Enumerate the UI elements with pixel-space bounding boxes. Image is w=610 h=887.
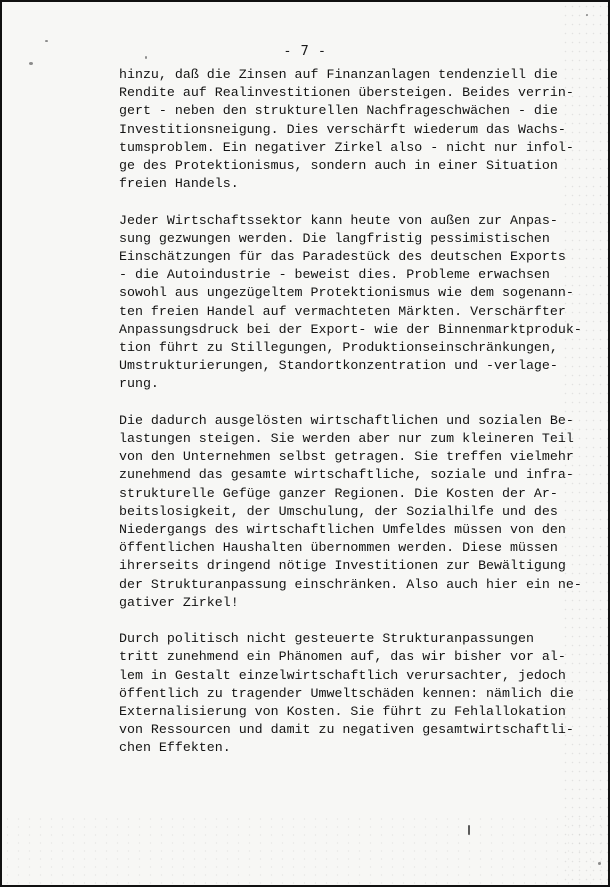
text-line: zunehmend das gesamte wirtschaftliche, soziale und infra- — [119, 467, 574, 483]
text-line: tion führt zu Stillegungen, Produktionseinschränkungen, — [119, 340, 558, 356]
text-line: lastungen steigen. Sie werden aber nur zum kleineren Teil — [119, 431, 574, 447]
text-line: Anpassungsdruck bei der Export- wie der Binnenmarktproduk- — [119, 321, 582, 337]
paragraph-4 — [119, 630, 574, 757]
scan-noise-bottom — [2, 815, 610, 885]
text-line: hinzu, daß die Zinsen auf Finanzanlagen tendenziell die — [119, 67, 558, 82]
text-line: strukturelle Gefüge ganzer Regionen. Die Kosten der Ar- — [119, 485, 558, 501]
text-line: von Ressourcen und damit zu negativen gesamtwirtschaftli- — [119, 722, 574, 738]
text-line: Jeder Wirtschaftssektor kann heute von außen zur Anpas- — [119, 212, 558, 228]
text-line: öffentlich zu tragender Umweltschäden kennen: nämlich die — [119, 685, 574, 701]
text-line: Die dadurch ausgelösten wirtschaftlichen und sozialen Be- — [119, 412, 574, 428]
text-line: lem in Gestalt einzelwirtschaftlich verursachter, jedoch — [119, 667, 566, 683]
text-line: Niedergangs des wirtschaftlichen Umfeldes müssen von den — [119, 522, 566, 538]
text-line: tumsproblem. Ein negativer Zirkel also - nicht nur infol- — [119, 139, 574, 155]
text-line: öffentlichen Haushalten übernommen werden. Diese müssen — [119, 540, 558, 556]
paragraph-3 — [119, 412, 582, 612]
text-line: rung. — [119, 376, 159, 392]
scan-speck — [29, 62, 33, 65]
text-line: Einschätzungen für das Paradestück des deutschen Exports — [119, 249, 566, 265]
text-line: Rendite auf Realinvestitionen übersteigen. Beides verrin- — [119, 85, 574, 101]
page-number: - 7 - — [283, 43, 327, 59]
text-line: Umstrukturierungen, Standortkonzentration und -verlage- — [119, 358, 558, 374]
text-line: ge des Protektionismus, sondern auch in einer Situation — [119, 158, 558, 174]
paragraph-1 — [119, 66, 574, 193]
text-line: freien Handels. — [119, 176, 239, 192]
scan-speck — [45, 40, 48, 42]
text-line: tritt zunehmend ein Phänomen auf, das wir bisher vor al- — [119, 649, 566, 665]
paragraph-2 — [119, 212, 582, 394]
text-line: gativer Zirkel! — [119, 594, 239, 610]
scan-speck — [468, 825, 470, 835]
text-line: der Strukturanpassung einschränken. Also auch hier ein ne- — [119, 576, 582, 592]
text-line: chen Effekten. — [119, 740, 231, 756]
text-line: ten freien Handel auf vermachteten Märkten. Verschärfter — [119, 303, 566, 319]
text-line: Investitionsneigung. Dies verschärft wiederum das Wachs- — [119, 121, 566, 137]
text-line: von den Unternehmen selbst getragen. Sie treffen vielmehr — [119, 449, 574, 465]
text-line: ihrerseits dringend nötige Investitionen zur Bewältigung — [119, 558, 566, 574]
text-line: Externalisierung von Kosten. Sie führt zu Fehlallokation — [119, 704, 566, 720]
scan-speck — [586, 14, 588, 16]
text-line: sung gezwungen werden. Die langfristig pessimistischen — [119, 230, 550, 246]
text-line: - die Autoindustrie - beweist dies. Probleme erwachsen — [119, 267, 550, 283]
scan-speck — [598, 862, 601, 865]
text-line: sowohl aus ungezügeltem Protektionismus wie dem sogenann- — [119, 285, 574, 301]
text-line: gert - neben den strukturellen Nachfrageschwächen - die — [119, 103, 558, 119]
text-line: beitslosigkeit, der Umschulung, der Sozialhilfe und des — [119, 503, 558, 519]
text-line: Durch politisch nicht gesteuerte Strukturanpassungen — [119, 631, 534, 647]
body-text — [119, 66, 582, 776]
